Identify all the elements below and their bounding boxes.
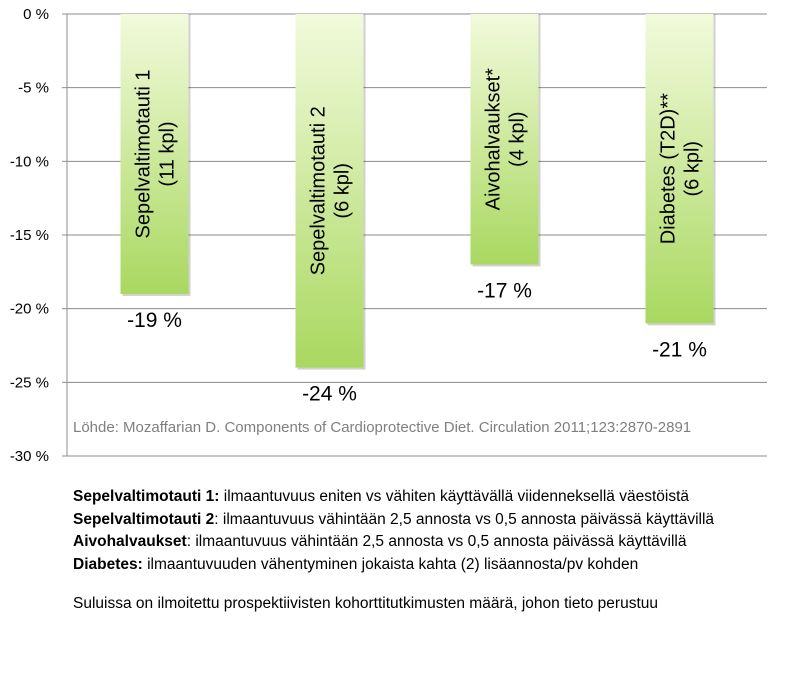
note-term: Aivohalvaukset: [73, 533, 187, 550]
y-tick-label: -5 %: [18, 79, 49, 97]
bar-category-line: (4 kpl): [506, 111, 529, 168]
bar-category-line: Sepelvaltimotauti 2: [307, 106, 330, 276]
note-term: Sepelvaltimotauti 1:: [73, 488, 220, 505]
data-label: -19 %: [127, 308, 182, 332]
bar-category-line: Aivohalvaukset*: [482, 68, 505, 211]
note-text: : ilmaantuvuus vähintään 2,5 annosta vs 0,5 annosta päivässä käyttävillä: [214, 510, 715, 528]
bar-category-line: (6 kpl): [331, 163, 354, 219]
note-item-3: [73, 531, 773, 554]
data-label: -24 %: [302, 382, 357, 406]
y-tick-label: 0 %: [23, 6, 49, 23]
note-text: : ilmaantuvuus vähintään 2,5 annosta vs 0,5 annosta päivässä käyttävillä: [186, 533, 687, 550]
footnote: Suluissa on ilmoitettu prospektiivisten kohorttitutkimusten määrä, johon tieto perustuu: [73, 595, 658, 612]
note-text: ilmaantuvuuden vähentyminen jokaista kahta (2) lisäannosta/pv kohden: [142, 555, 639, 573]
note-term: Sepelvaltimotauti 2: [73, 510, 215, 528]
source-annotation: Löhde: Mozaffarian D. Components of Cardioprotective Diet. Circulation 2011;123:2870-2891: [73, 419, 692, 436]
note-item-4: [73, 554, 773, 577]
data-label: -17 %: [477, 279, 532, 303]
bar-category-line: Diabetes (T2D)**: [657, 93, 680, 245]
y-tick-label: -25 %: [9, 374, 49, 392]
data-label: -21 %: [652, 338, 707, 362]
note-item-1: [73, 486, 773, 509]
note-text: ilmaantuvuus eniten vs vähiten käyttävällä viidenneksellä väestöistä: [219, 488, 690, 505]
note-term: Diabetes:: [73, 555, 143, 573]
y-tick-label: -20 %: [9, 300, 49, 318]
y-tick-label: -15 %: [9, 227, 49, 244]
y-tick-label: -10 %: [9, 153, 49, 171]
bar-category-line: (6 kpl): [681, 140, 704, 197]
y-tick-label: -30 %: [9, 448, 49, 465]
legend-notes: [73, 486, 773, 616]
bars: [121, 14, 716, 370]
bar-category-line: Sepelvaltimotauti 1: [132, 69, 155, 239]
bar-category-line: (11 kpl): [156, 121, 179, 187]
note-item-2: [73, 509, 773, 532]
